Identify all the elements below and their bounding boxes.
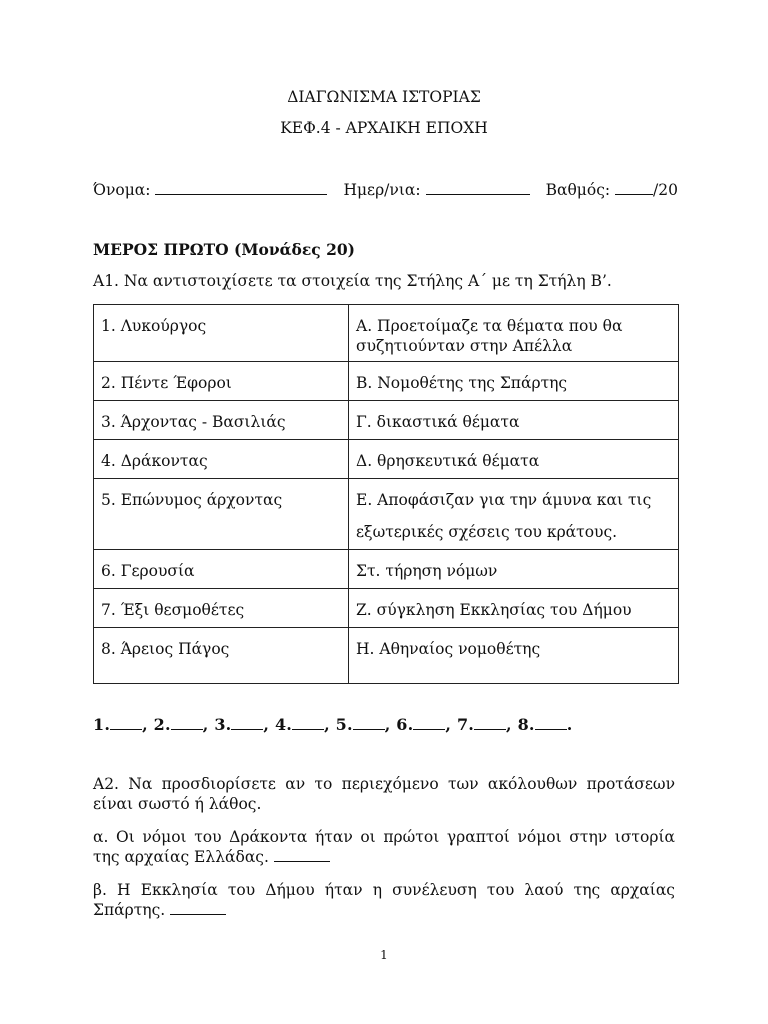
answer-label: 8. bbox=[517, 715, 535, 734]
statement-b-text: β. Η Εκκλησία του Δήμου ήταν η συνέλευση του λαού της αρχαίας Σπάρτης. bbox=[93, 881, 675, 919]
column-a-cell: 3. Άρχοντας - Βασιλιάς bbox=[94, 401, 349, 440]
column-b-line-1: Ε. Αποφάσιζαν για την άμυνα και τις bbox=[356, 491, 652, 509]
name-blank bbox=[155, 182, 327, 195]
date-blank bbox=[426, 182, 530, 195]
answer-blank bbox=[292, 715, 324, 730]
column-b-line-2: εξωτερικές σχέσεις του κράτους. bbox=[356, 523, 618, 541]
page-number: 1 bbox=[380, 948, 388, 962]
a1-instruction: Α1. Να αντιστοιχίσετε τα στοιχεία της Στήλης Α΄ με τη Στήλη Β’. bbox=[93, 272, 612, 290]
column-b-cell: Ζ. σύγκληση Εκκλησίας του Δήμου bbox=[349, 589, 679, 628]
column-a-cell: 6. Γερουσία bbox=[94, 550, 349, 589]
column-a-cell: 2. Πέντε Έφοροι bbox=[94, 362, 349, 401]
answer-label: 3. bbox=[214, 715, 232, 734]
table-row bbox=[94, 401, 679, 440]
part-one-heading: ΜΕΡΟΣ ΠΡΩΤΟ (Μονάδες 20) bbox=[93, 240, 356, 259]
answer-blank bbox=[353, 715, 385, 730]
answer-blank bbox=[535, 715, 567, 730]
column-a-cell: 5. Επώνυμος άρχοντας bbox=[94, 479, 349, 550]
answer-label: 5. bbox=[335, 715, 353, 734]
statement-b bbox=[93, 880, 675, 920]
table-row bbox=[94, 440, 679, 479]
column-a-cell: 4. Δράκοντας bbox=[94, 440, 349, 479]
column-b-cell: Δ. θρησκευτικά θέματα bbox=[349, 440, 679, 479]
statement-a-blank bbox=[274, 848, 330, 862]
answer-blank bbox=[231, 715, 263, 730]
table-row bbox=[94, 305, 679, 362]
student-info-line bbox=[93, 181, 678, 199]
table-row bbox=[94, 362, 679, 401]
table-row bbox=[94, 628, 679, 684]
column-b-cell: Στ. τήρηση νόμων bbox=[349, 550, 679, 589]
statement-b-blank bbox=[170, 901, 226, 915]
grade-field bbox=[546, 181, 678, 199]
answer-label: 4. bbox=[274, 715, 293, 734]
column-b-cell: Η. Αθηναίος νομοθέτης bbox=[349, 628, 679, 684]
column-a-cell: 7. Έξι θεσμοθέτες bbox=[94, 589, 349, 628]
column-a-cell: 1. Λυκούργος bbox=[94, 305, 349, 362]
answer-label: 6. bbox=[396, 715, 414, 734]
date-label: Ημερ/νια: bbox=[343, 181, 421, 199]
answer-label: 2. bbox=[153, 715, 171, 734]
grade-total: /20 bbox=[653, 181, 678, 199]
matching-table bbox=[93, 304, 679, 684]
column-b-cell bbox=[349, 479, 679, 550]
answer-line: 1. , 2. , 3. , 4. , 5. , 6. , 7. , 8. . bbox=[93, 715, 573, 734]
answer-label: 1. bbox=[93, 715, 111, 734]
table-row bbox=[94, 479, 679, 550]
column-b-cell: Γ. δικαστικά θέματα bbox=[349, 401, 679, 440]
document-title: ΔΙΑΓΩΝΙΣΜΑ ΙΣΤΟΡΙΑΣ bbox=[287, 88, 481, 106]
date-field bbox=[343, 181, 529, 199]
grade-label: Βαθμός: bbox=[545, 181, 611, 199]
document-subtitle: ΚΕΦ.4 - ΑΡΧΑΙΚΗ ΕΠΟΧΗ bbox=[280, 119, 488, 137]
table-row bbox=[94, 550, 679, 589]
a2-instruction: Α2. Να προσδιορίσετε αν το περιεχόμενο των ακόλουθων προτάσεων είναι σωστό ή λάθος. bbox=[93, 775, 675, 813]
answer-blank bbox=[110, 715, 142, 730]
statement-a-text: α. Οι νόμοι του Δράκοντα ήταν οι πρώτοι γραπτοί νόμοι στην ιστορία της αρχαίας Ελλάδας. bbox=[93, 828, 675, 866]
answer-label: 7. bbox=[456, 715, 475, 734]
name-field bbox=[93, 181, 327, 199]
table-row bbox=[94, 589, 679, 628]
statement-a bbox=[93, 827, 675, 867]
column-b-cell: Α. Προετοίμαζε τα θέματα που θα συζητιούνταν στην Απέλλα bbox=[349, 305, 679, 362]
answer-blank bbox=[413, 715, 445, 730]
column-a-cell: 8. Άρειος Πάγος bbox=[94, 628, 349, 684]
name-label: Όνομα: bbox=[93, 181, 151, 199]
answer-blank bbox=[171, 715, 203, 730]
column-b-cell: Β. Νομοθέτης της Σπάρτης bbox=[349, 362, 679, 401]
grade-blank bbox=[615, 182, 653, 195]
answer-blank bbox=[474, 715, 506, 730]
